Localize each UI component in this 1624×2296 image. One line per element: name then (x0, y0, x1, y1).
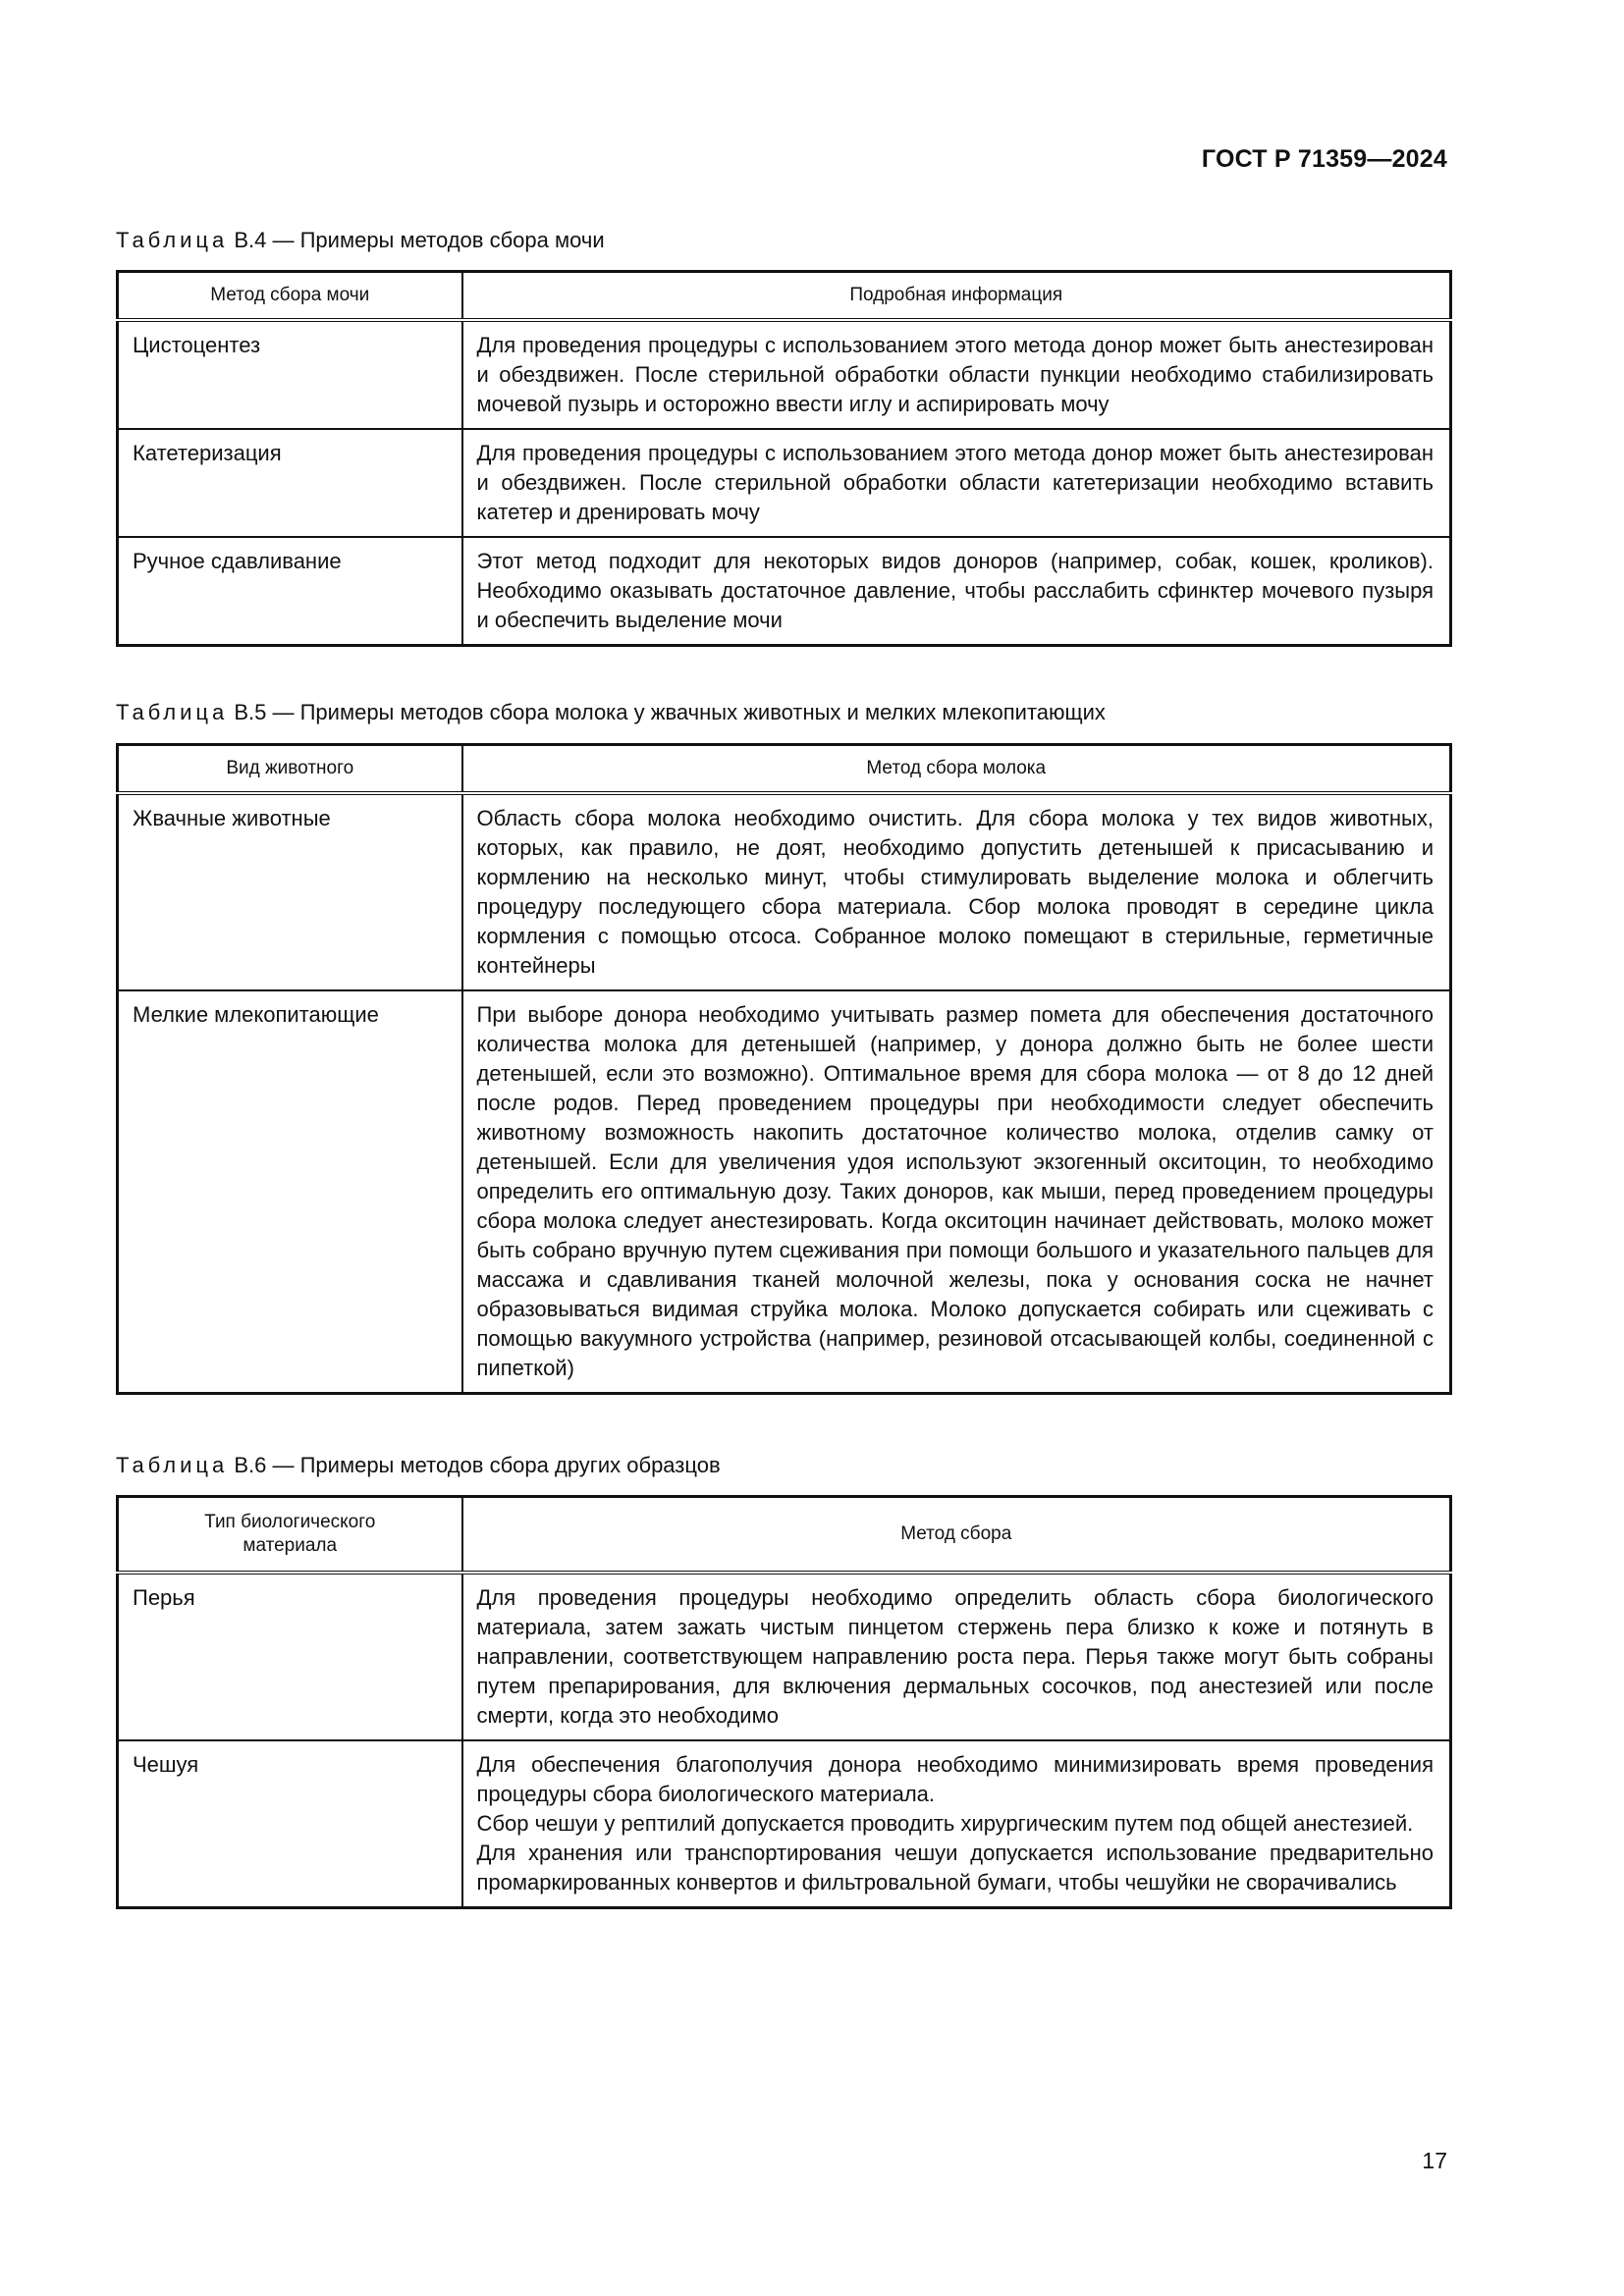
column-header-text: Тип биологического материала (204, 1512, 376, 1556)
method-cell: Перья (118, 1573, 462, 1740)
description-text: Сбор чешуи у рептилий допускается проводить хирургическим путем под общей анестезией. (476, 1811, 1414, 1836)
description-text: Этот метод подходит для некоторых видов доноров (например, собак, кошек, кроликов). Необходимо оказывать достаточное давление, чтобы расслабить сфинктер мочевого пузыря и обеспечить выделение мочи (476, 549, 1434, 632)
table-row (118, 429, 1451, 537)
table-milk-collection (116, 743, 1452, 1395)
table-caption-b6 (116, 1453, 721, 1478)
table-header-row (118, 745, 1451, 794)
method-cell: Катетеризация (118, 429, 462, 537)
caption-prefix: Таблица (116, 228, 229, 252)
description-text: Для хранения или транспортирования чешуи допускается использование предварительно промаркированных конвертов и фильтровальной бумаги, чтобы чешуйки не сворачивались (476, 1841, 1434, 1895)
description-cell (462, 537, 1451, 646)
table-caption-b5 (116, 700, 1106, 725)
method-cell: Жвачные животные (118, 793, 462, 990)
table-caption-b4 (116, 228, 605, 253)
table-header-row (118, 1497, 1451, 1574)
description-text: Для проведения процедуры с использованием этого метода донор может быть анестезирован и обездвижен. После стерильной обработки области пункции необходимо стабилизировать мочевой пузырь и осторожно ввести иглу и аспирировать мочу (476, 333, 1434, 416)
description-text: Область сбора молока необходимо очистить. Для сбора молока у тех видов животных, которых, как правило, не доят, необходимо допустить детенышей к присасыванию и кормлению на несколько минут, чтобы стимулировать выделение молока и облегчить процедуру последующего сбора материала. Сбор молока проводят в середине цикла кормления с помощью отсоса. Собранное молоко помещают в стерильные, герметичные контейнеры (476, 806, 1434, 978)
caption-prefix: Таблица (116, 700, 229, 724)
caption-prefix: Таблица (116, 1453, 229, 1477)
column-header: Метод сбора молока (462, 745, 1451, 794)
column-header (118, 1497, 462, 1574)
method-cell: Мелкие млекопитающие (118, 990, 462, 1394)
column-header: Вид животного (118, 745, 462, 794)
description-cell (462, 320, 1451, 429)
method-cell: Цистоцентез (118, 320, 462, 429)
table-row (118, 990, 1451, 1394)
description-text: Для проведения процедуры с использованием этого метода донор может быть анестезирован и обездвижен. После стерильной обработки области катетеризации необходимо вставить катетер и дренировать мочу (476, 441, 1434, 524)
description-text: При выборе донора необходимо учитывать размер помета для обеспечения достаточного количества молока для детенышей (например, у донора должно быть не более шести детенышей, если это возможно). Оптимальное время для сбора молока — от 8 до 12 дней после родов. Перед проведением процедуры при необходимости следует обеспечить животному возможность накопить достаточное количество молока, отделив самку от детенышей. Если для увеличения удоя используют экзогенный окситоцин, то необходимо определить его оптимальную дозу. Таких доноров, как мыши, перед проведением процедуры сбора молока следует анестезировать. Когда окситоцин начинает действовать, молоко может быть собрано вручную путем сцеживания при помощи большого и указательного пальцев для массажа и сдавливания тканей молочной железы, пока у основания соска не начнет образовываться видимая струйка молока. Молоко допускается собирать или сцеживать с помощью вакуумного устройства (например, резиновой отсасывающей колбы, соединенной с пипеткой) (476, 1002, 1434, 1380)
description-cell (462, 793, 1451, 990)
document-id: ГОСТ Р 71359—2024 (1201, 145, 1447, 173)
table-other-samples (116, 1495, 1452, 1909)
method-cell: Чешуя (118, 1740, 462, 1908)
column-header: Метод сбора мочи (118, 272, 462, 321)
caption-text: В.5 — Примеры методов сбора молока у жвачных животных и мелких млекопитающих (228, 700, 1106, 724)
table-row (118, 1740, 1451, 1908)
page-number: 17 (1422, 2148, 1447, 2173)
column-header: Подробная информация (462, 272, 1451, 321)
table-header-row (118, 272, 1451, 321)
table-row (118, 793, 1451, 990)
caption-text: В.4 — Примеры методов сбора мочи (228, 228, 605, 252)
table-row (118, 1573, 1451, 1740)
description-cell (462, 990, 1451, 1394)
method-cell: Ручное сдавливание (118, 537, 462, 646)
table-row (118, 537, 1451, 646)
description-text: Для проведения процедуры необходимо определить область сбора биологического материала, затем зажать чистым пинцетом стержень пера близко к коже и потянуть в направлении, соответствующем направлению роста пера. Перья также могут быть собраны путем препарирования, для включения дермальных сосочков, под анестезией или после смерти, когда это необходимо (476, 1585, 1434, 1728)
description-cell (462, 1740, 1451, 1908)
description-text: Для обеспечения благополучия донора необходимо минимизировать время проведения процедуры сбора биологического материала. (476, 1752, 1434, 1806)
column-header: Метод сбора (462, 1497, 1451, 1574)
caption-text: В.6 — Примеры методов сбора других образцов (228, 1453, 721, 1477)
table-row (118, 320, 1451, 429)
description-cell (462, 1573, 1451, 1740)
table-urine-collection (116, 270, 1452, 647)
description-cell (462, 429, 1451, 537)
